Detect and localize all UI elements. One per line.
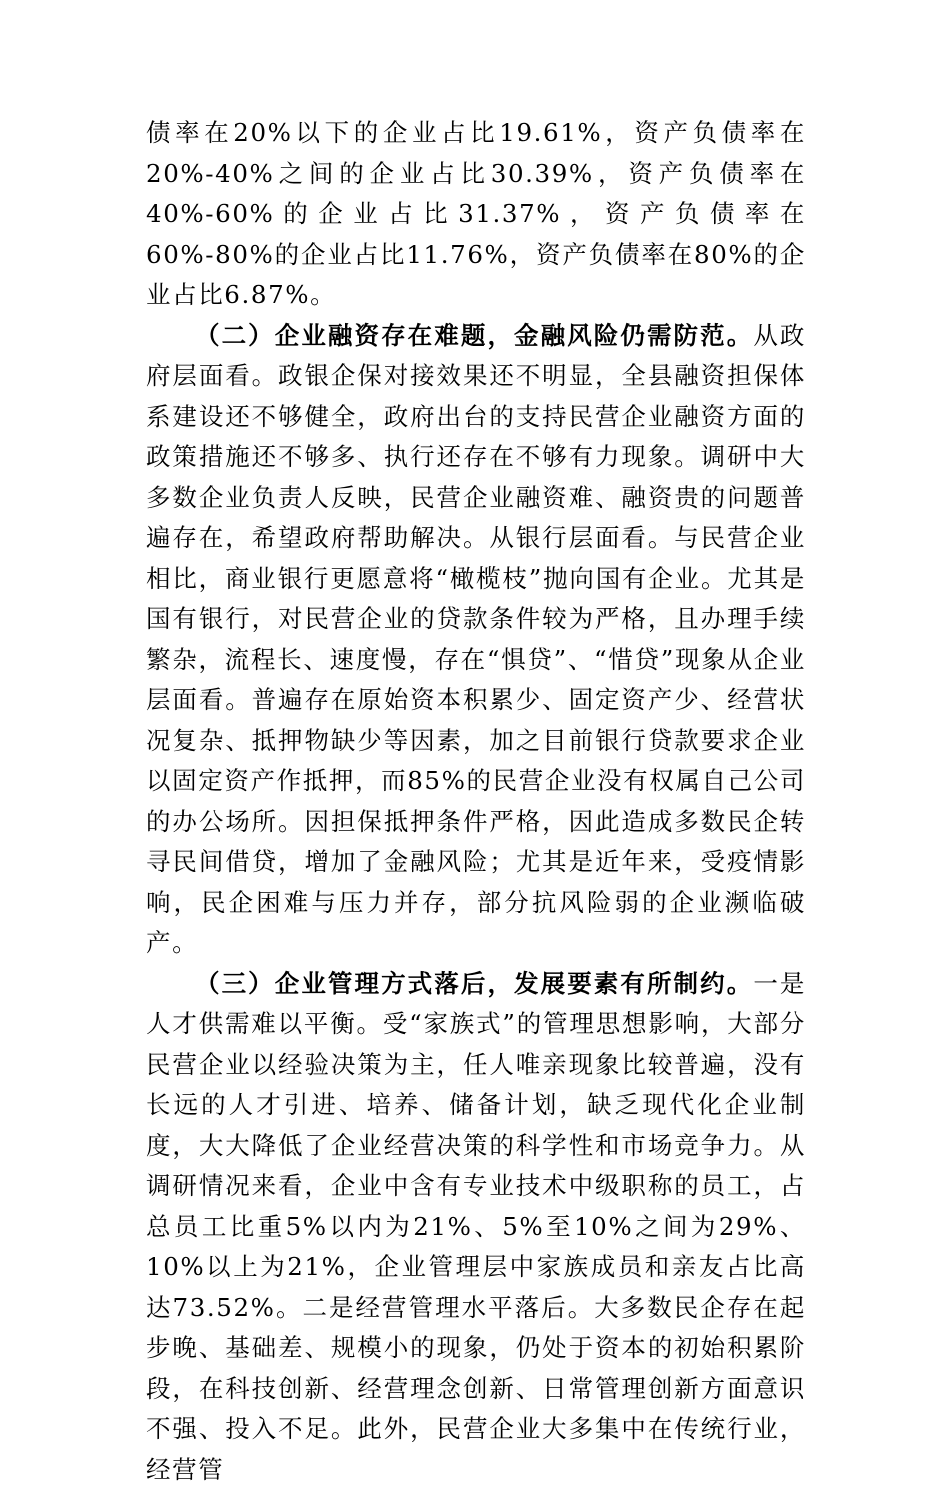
paragraph-body: 一是人才供需难以平衡。受“家族式”的管理思想影响，大部分民营企业以经验决策为主，任人唯亲现象比较普遍，没有长远的人才引进、培养、储备计划，缺乏现代化企业制度，大大降低了企业经营决策的科学性和市场竞争力。从调研情况来看，企业中含有专业技术中级职称的员工，占总员工比重5%以内为21%、5%至10%之间为29%、10%以上为21%，企业管理层中家族成员和亲友占比高达73.52%。二是经营管理水平落后。大多数民企存在起步晚、基础差、规模小的现象，仍处于资本的初始积累阶段，在科技创新、经营理念创新、日常管理创新方面意识不强、投入不足。此外，民营企业大多集中在传统行业，经营管 [146,969,806,1484]
paragraph-continuation [146,113,806,316]
section-heading-financing: （二）企业融资存在难题，金融风险仍需防范。 [195,321,753,350]
paragraph-management [146,964,806,1490]
paragraph-body: 从政府层面看。政银企保对接效果还不明显，全县融资担保体系建设还不够健全，政府出台的支持民营企业融资方面的政策措施还不够多、执行还存在不够有力现象。调研中大多数企业负责人反映，民营企业融资难、融资贵的问题普遍存在，希望政府帮助解决。从银行层面看。与民营企业相比，商业银行更愿意将“橄榄枝”抛向国有企业。尤其是国有银行，对民营企业的贷款条件较为严格，且办理手续繁杂，流程长、速度慢，存在“惧贷”、“惜贷”现象从企业层面看。普遍存在原始资本积累少、固定资产少、经营状况复杂、抵押物缺少等因素，加之目前银行贷款要求企业以固定资产作抵押，而85%的民营企业没有权属自己公司的办公场所。因担保抵押条件严格，因此造成多数民企转寻民间借贷，增加了金融风险；尤其是近年来，受疫情影响，民企困难与压力并存，部分抗风险弱的企业濒临破产。 [146,321,806,958]
document-body [146,113,806,1490]
section-heading-management: （三）企业管理方式落后，发展要素有所制约。 [195,969,753,998]
paragraph-financing [146,316,806,964]
paragraph-body: 债率在20%以下的企业占比19.61%，资产负债率在20%-40%之间的企业占比30.39%，资产负债率在40%-60%的企业占比31.37%，资产负债率在60%-80%的企业占比11.76%，资产负债率在80%的企业占比6.87%。 [146,118,806,309]
